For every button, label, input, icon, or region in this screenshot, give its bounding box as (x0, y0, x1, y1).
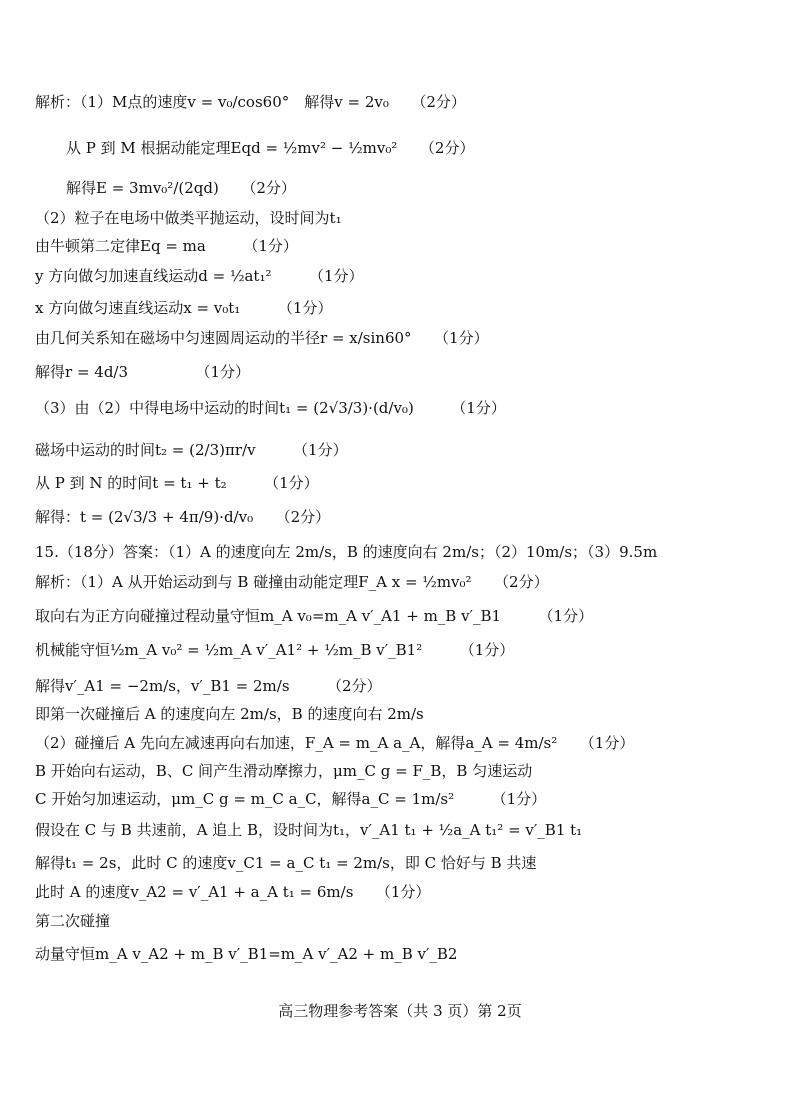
text-line: 解得：t = (2√3/3 + 4π/9)·d/v₀ （2分） (35, 508, 331, 526)
text-line: B 开始向右运动，B、C 间产生滑动摩擦力，μm_C g = F_B，B 匀速运动 (35, 762, 533, 780)
text-line: 动量守恒m_A v_A2 + m_B v′_B1=m_A v′_A2 + m_B v′_B2 (35, 945, 458, 963)
text-line: 机械能守恒½m_A v₀² = ½m_A v′_A1² + ½m_B v′_B1² （1分） (35, 641, 515, 659)
text-line: y 方向做匀加速直线运动d = ½at₁² （1分） (35, 267, 364, 285)
page-footer: 高三物理参考答案（共 3 页）第 2页 (278, 1002, 522, 1020)
text-line: 从 P 到 M 根据动能定理Eqd = ½mv² − ½mv₀² （2分） (66, 139, 475, 157)
text-line: 解得t₁ = 2s，此时 C 的速度v_C1 = a_C t₁ = 2m/s，即 C 恰好与 B 共速 (35, 854, 537, 872)
text-line: 15.（18分）答案：（1）A 的速度向左 2m/s，B 的速度向右 2m/s；（2）10m/s；（3）9.5m (35, 543, 658, 561)
text-line: 由牛顿第二定律Eq = ma （1分） (35, 237, 298, 255)
text-line: 磁场中运动的时间t₂ = (2/3)πr/v （1分） (35, 441, 348, 459)
text-line: 即第一次碰撞后 A 的速度向左 2m/s，B 的速度向右 2m/s (35, 705, 424, 723)
text-line: C 开始匀加速运动，μm_C g = m_C a_C，解得a_C = 1m/s² （1分） (35, 790, 547, 808)
text-line: 由几何关系知在磁场中匀速圆周运动的半径r = x/sin60° （1分） (35, 329, 489, 347)
text-line: 解析：（1）A 从开始运动到与 B 碰撞由动能定理F_A x = ½mv₀² （2分） (35, 573, 549, 591)
text-line: （3）由（2）中得电场中运动的时间t₁ = (2√3/3)·(d/v₀) （1分） (35, 399, 506, 417)
text-line: 假设在 C 与 B 共速前，A 追上 B，设时间为t₁，v′_A1 t₁ + ½a_A t₁² = v′_B1 t₁ (35, 821, 583, 839)
text-line: 从 P 到 N 的时间t = t₁ + t₂ （1分） (35, 474, 319, 492)
text-line: 此时 A 的速度v_A2 = v′_A1 + a_A t₁ = 6m/s （1分） (35, 883, 431, 901)
text-line: 解得r = 4d/3 （1分） (35, 363, 251, 381)
text-line: 解得v′_A1 = −2m/s，v′_B1 = 2m/s （2分） (35, 677, 382, 695)
text-line: （2）粒子在电场中做类平抛运动，设时间为t₁ (35, 209, 342, 227)
text-line: x 方向做匀速直线运动x = v₀t₁ （1分） (35, 299, 333, 317)
text-line: 取向右为正方向碰撞过程动量守恒m_A v₀=m_A v′_A1 + m_B v′_B1 （1分） (35, 607, 594, 625)
text-line: 解得E = 3mv₀²/(2qd) （2分） (66, 179, 296, 197)
text-line: 第二次碰撞 (35, 912, 111, 930)
text-line: 解析：（1）M点的速度v = v₀/cos60° 解得v = 2v₀ （2分） (35, 93, 466, 111)
text-line: （2）碰撞后 A 先向左减速再向右加速，F_A = m_A a_A，解得a_A = 4m/s² （1分） (35, 734, 635, 752)
